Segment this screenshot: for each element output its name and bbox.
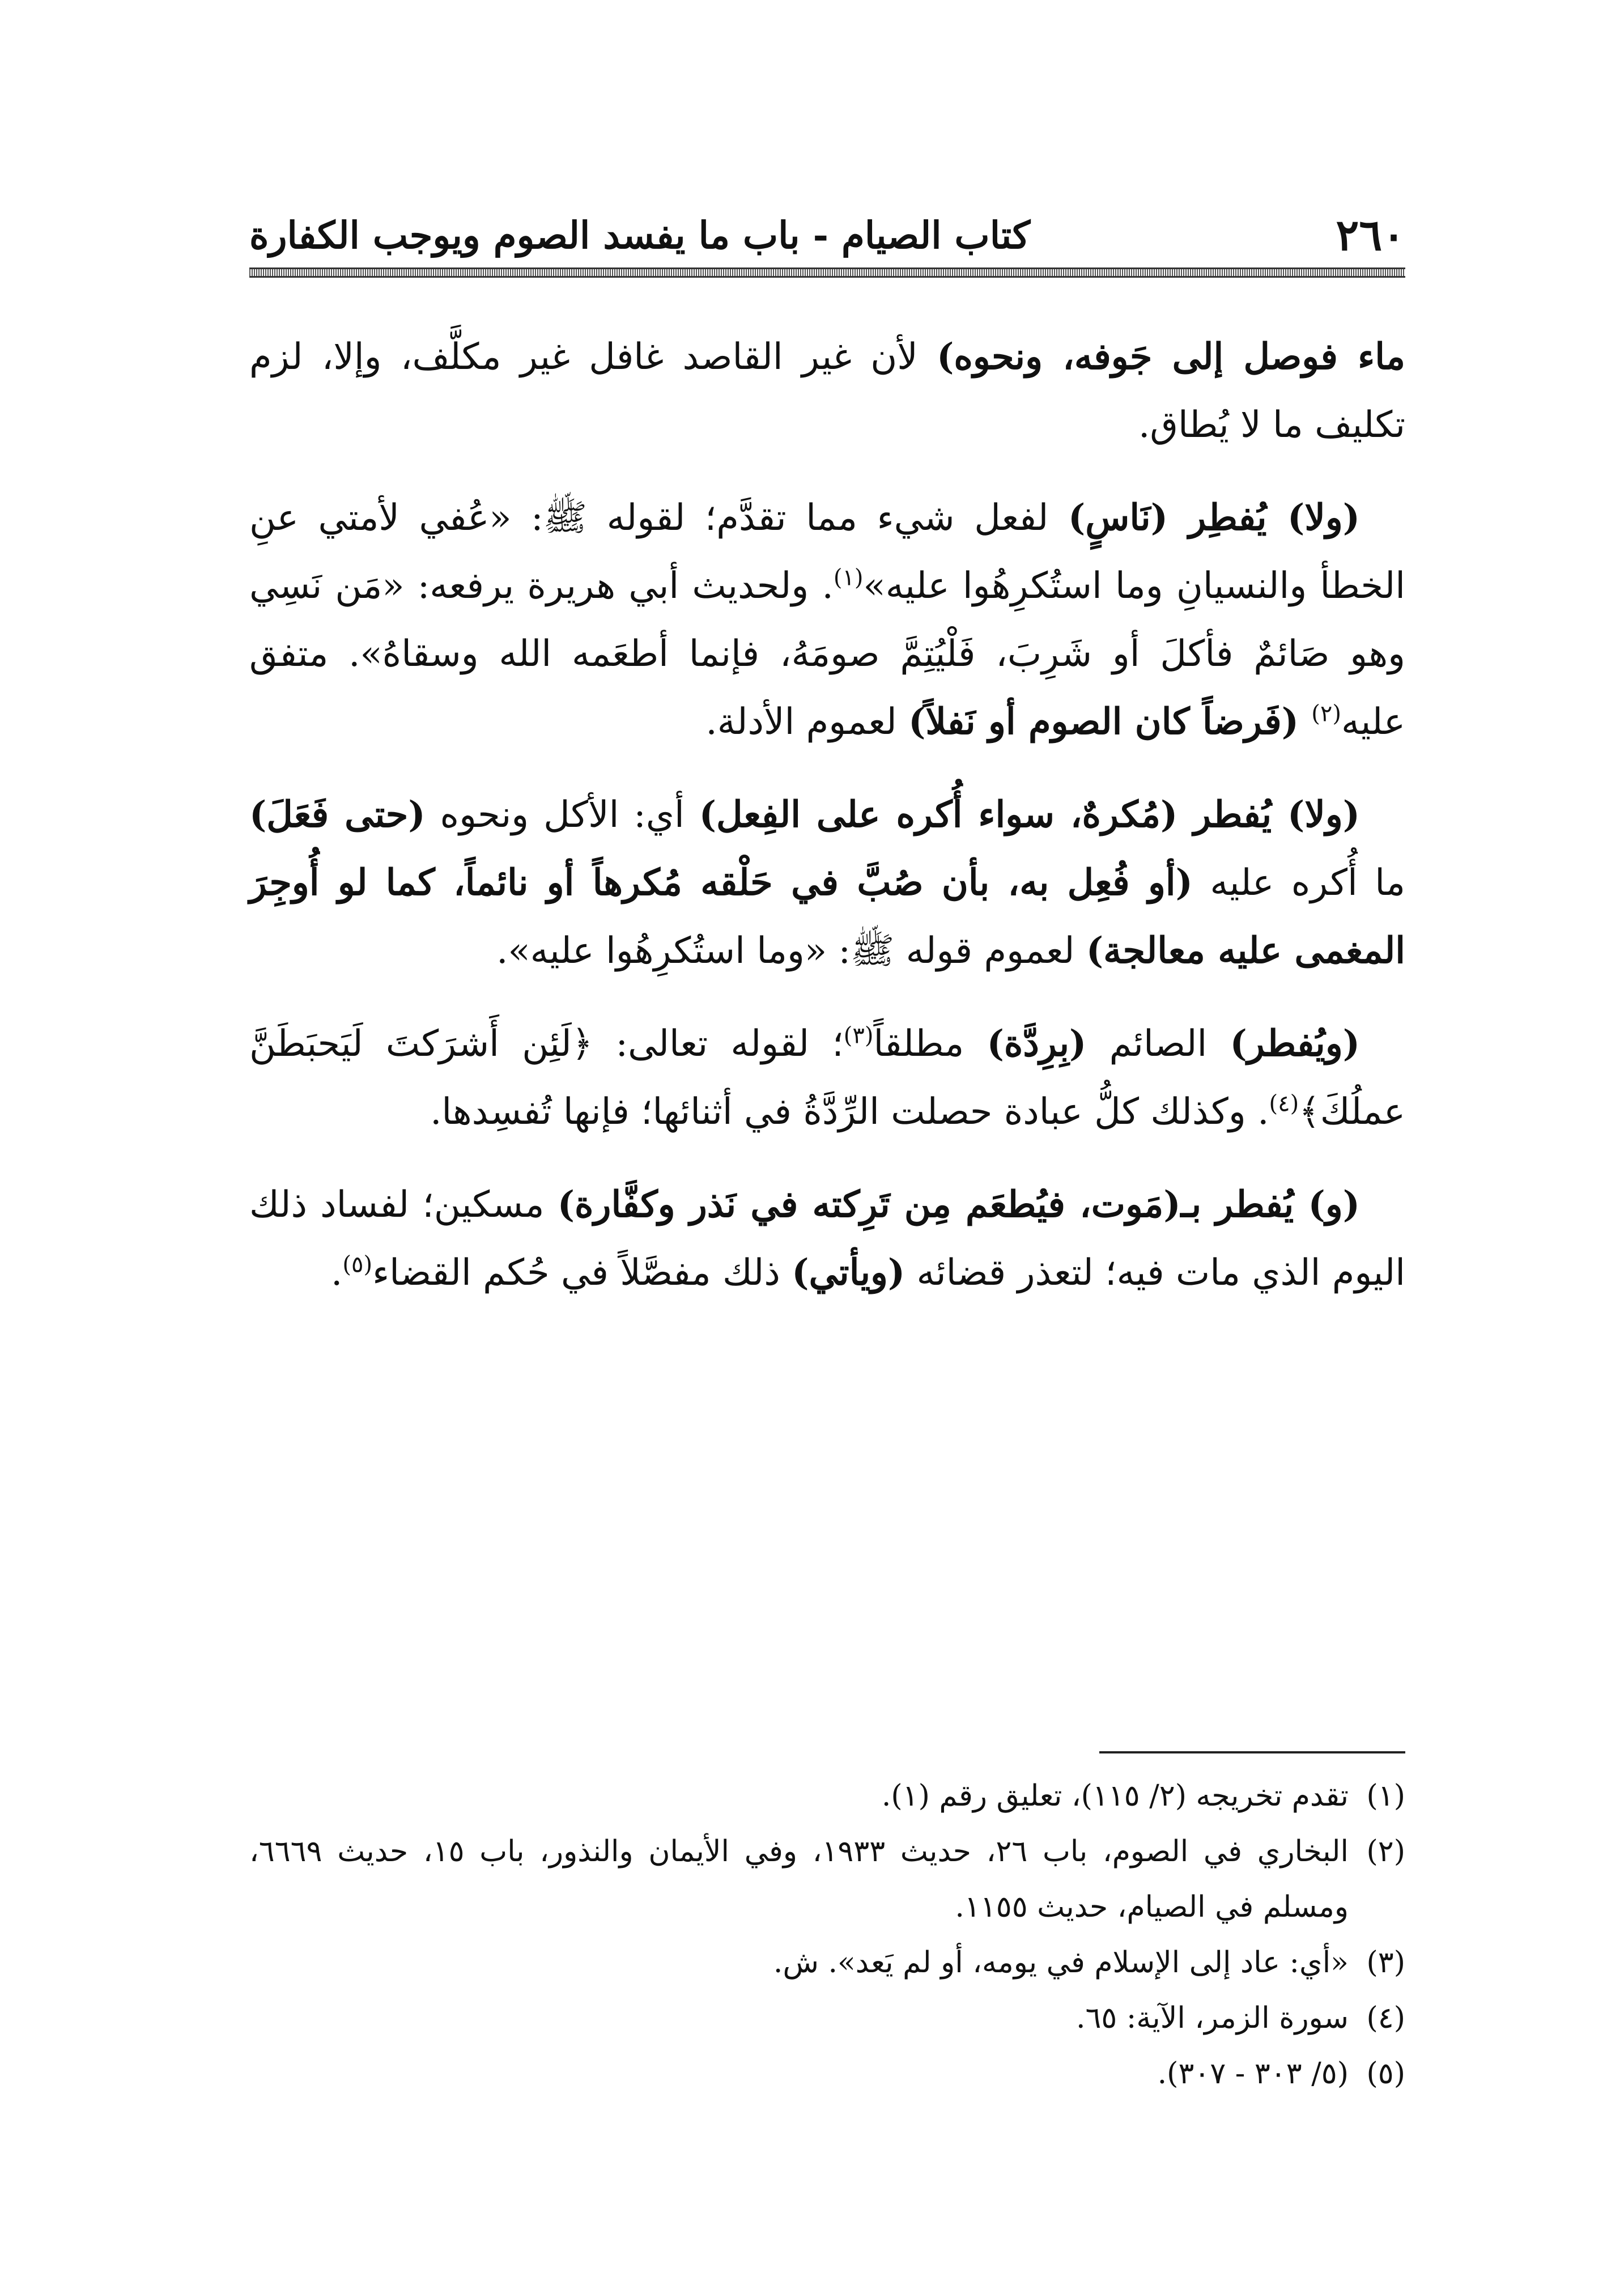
footnote-item (249, 1824, 1405, 1935)
paragraph-2-text-2: . ولحديث أبي هريرة يرفعه: «مَن نَسِي وهو صَائمٌ فأكلَ أو شَرِبَ، فَلْيُتِمَّ صومَهُ، فإنما أطعَمه الله وسقاهُ». متفق عليه (249, 565, 1405, 743)
running-title: كتاب الصيام - باب ما يفسد الصوم ويوجب الكفارة (249, 213, 1031, 257)
footnote-text: سورة الزمر، الآية: ٦٥. (1075, 2001, 1349, 2035)
paragraph-3-text-1: أي: الأكل ونحوه (425, 794, 699, 836)
page-header (249, 204, 1405, 272)
footnote-ref-2[interactable]: (٢) (1311, 700, 1341, 727)
paragraph-4-bold-1: (ويُفطر) (1230, 1022, 1361, 1065)
footnote-number: (٥) (1366, 2057, 1405, 2091)
paragraph-2-bold-1: (ولا) يُفطِر (نَاسٍ) (1068, 496, 1361, 539)
paragraph-3 (249, 781, 1405, 985)
paragraph-3-bold-1: (ولا) يُفطر (مُكرهٌ، سواء أُكره على الفِعل) (699, 793, 1361, 836)
footnote-ref-4[interactable]: (٤) (1269, 1090, 1299, 1117)
footnotes (249, 1768, 1405, 2101)
paragraph-1 (249, 323, 1405, 459)
paragraph-5 (249, 1171, 1405, 1307)
paragraph-4-text-3: ؛ لقوله تعالى: ﴿لَئِن أَشرَكتَ لَيَحبَطَنَّ عملُكَ﴾ (249, 1023, 1405, 1133)
paragraph-4-text-1: الصائم (1086, 1023, 1230, 1065)
header-rule (249, 267, 1405, 278)
footnote-ref-1[interactable]: (١) (833, 564, 864, 591)
footnote-rule (1099, 1751, 1405, 1753)
paragraph-3-bold-3: (أو فُعِل به، بأن صُبَّ في حَلْقه مُكرهاً أو نائماً، كما لو أُوجِرَ المغمى عليه معالجة) (249, 861, 1405, 972)
paragraph-5-text-2: ذلك مفصَّلاً في حُكم القضاء (372, 1252, 792, 1294)
footnote-item (249, 1990, 1405, 2046)
footnote-text: (٥/ ٣٠٣ - ٣٠٧). (1157, 2057, 1349, 2091)
paragraph-4-bold-2: (بِرِدَّة) (987, 1022, 1087, 1065)
footnote-number: (٣) (1366, 1946, 1405, 1980)
footnote-text: «أي: عاد إلى الإسلام في يومه، أو لم يَعد». ش. (773, 1946, 1349, 1980)
body-text (249, 323, 1405, 1332)
paragraph-5-text-3: . (331, 1252, 343, 1294)
paragraph-3-text-2: ما أُكره عليه (1192, 862, 1406, 904)
footnote-ref-3[interactable]: (٣) (843, 1022, 874, 1049)
footnote-number: (١) (1366, 1779, 1405, 1813)
paragraph-2-bold-2: (فَرضاً كان الصوم أو نَفلاً) (908, 700, 1312, 743)
footnote-item (249, 1768, 1405, 1824)
paragraph-4 (249, 1010, 1405, 1146)
footnote-number: (٢) (1366, 1835, 1405, 1869)
paragraph-3-text-3: لعموم قوله ﷺ: «وما استُكرِهُوا عليه». (496, 930, 1086, 972)
page-number: ٢٦٠ (1336, 210, 1405, 260)
paragraph-3-bold-2: (حتى فَعَلَ) (249, 793, 426, 836)
paragraph-2 (249, 484, 1405, 756)
paragraph-5-bold-2: (ويأتي) (792, 1251, 905, 1294)
paragraph-2-text-3: لعموم الأدلة. (705, 701, 909, 743)
footnote-ref-5[interactable]: (٥) (342, 1251, 373, 1278)
footnote-item (249, 2046, 1405, 2101)
paragraph-4-text-2: مطلقاً (873, 1023, 987, 1065)
footnote-number: (٤) (1366, 2001, 1405, 2035)
footnote-text: البخاري في الصوم، باب ٢٦، حديث ١٩٣٣، وفي الأيمان والنذور، باب ١٥، حديث ٦٦٦٩، ومسلم في الصيام، حديث ١١٥٥. (249, 1835, 1349, 1924)
paragraph-5-text-1: مسكين؛ لفساد ذلك اليوم الذي مات فيه؛ لتعذر قضائه (249, 1184, 1405, 1294)
paragraph-4-text-4: . وكذلك كلُّ عبادة حصلت الرِّدَّةُ في أثنائها؛ فإنها تُفسِدها. (430, 1091, 1269, 1133)
paragraph-5-bold-1: (و) يُفطر بـ(مَوت، فيُطعَم مِن تَرِكته في نَذر وكفَّارة) (557, 1183, 1361, 1226)
footnote-item (249, 1935, 1405, 1990)
paragraph-2-text-1: لفعل شيء مما تقدَّم؛ لقوله ﷺ: «عُفي لأمتي عنِ الخطأ والنسيانِ وما استُكرِهُوا عليه» (249, 497, 1405, 607)
footnote-text: تقدم تخريجه (٢/ ١١٥)، تعليق رقم (١). (881, 1779, 1349, 1813)
paragraph-1-text-1: لأن غير القاصد غافل غير مكلَّف، وإلا، لزم تكليف ما لا يُطاق. (249, 336, 1405, 446)
paragraph-1-bold-1: ماء فوصل إلى جَوفه، ونحوه) (937, 336, 1405, 378)
